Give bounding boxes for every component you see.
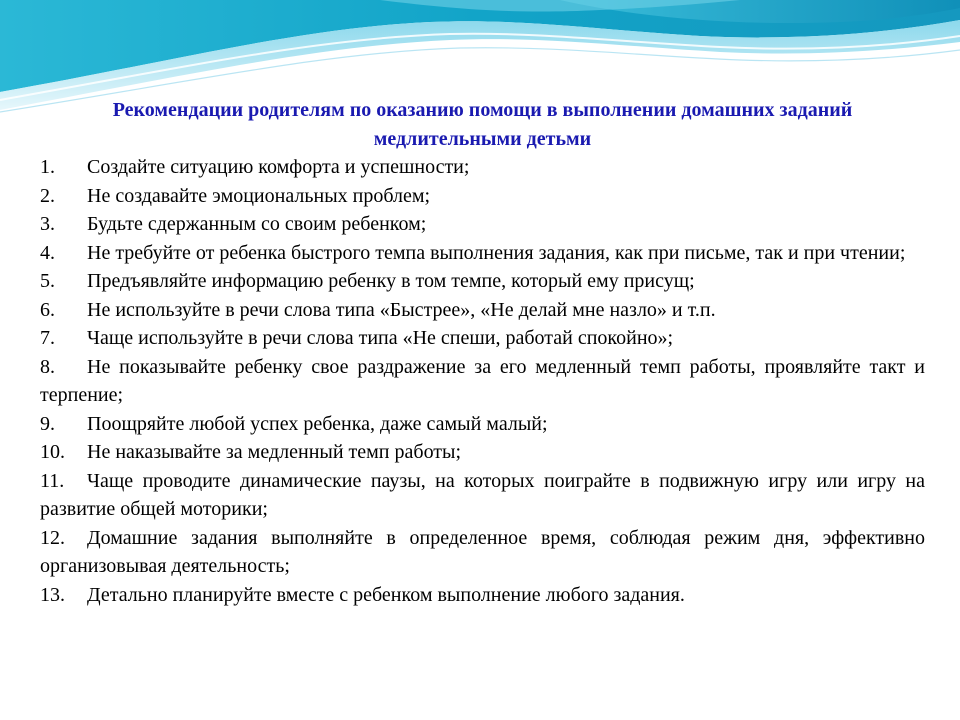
list-item-number: 7. — [40, 327, 55, 349]
list-item — [40, 267, 925, 296]
list-item-number: 4. — [40, 241, 55, 264]
list-item-text: Не наказывайте за медленный темп работы; — [87, 441, 462, 463]
list-item — [40, 353, 925, 410]
list-item-number: 3. — [40, 213, 55, 235]
list-item-text: Чаще используйте в речи слова типа «Не спеши, работай спокойно»; — [87, 327, 674, 349]
list-item — [40, 182, 925, 211]
list-item-text: Не используйте в речи слова типа «Быстрее», «Не делай мне назло» и т.п. — [87, 298, 716, 321]
list-item-number: 11. — [40, 469, 65, 492]
list-item — [40, 581, 925, 610]
list-item-number: 12. — [40, 526, 65, 549]
list-item-number: 6. — [40, 298, 55, 321]
list-item-text: Создайте ситуацию комфорта и успешности; — [87, 156, 470, 178]
list-item-text: Не показывайте ребенку свое раздражение за его медленный темп работы, проявляйте такт и терпение; — [40, 355, 925, 406]
list-item — [40, 210, 925, 239]
document-body — [40, 96, 925, 609]
list-item — [40, 296, 925, 325]
list-item — [40, 410, 925, 439]
list-item — [40, 153, 925, 182]
document-title: Рекомендации родителям по оказанию помощи в выполнении домашних заданий медлительными детьми — [112, 99, 853, 150]
list-item — [40, 438, 925, 467]
list-item-text: Чаще проводите динамические паузы, на которых поиграйте в подвижную игру или игру на развитие общей моторики; — [40, 469, 925, 520]
list-item-text: Не требуйте от ребенка быстрого темпа выполнения задания, как при письме, так и при чтении; — [87, 241, 906, 264]
recommendation-list — [40, 153, 925, 609]
list-item-text: Предъявляйте информацию ребенку в том темпе, который ему присущ; — [87, 270, 695, 292]
list-item-text: Не создавайте эмоциональных проблем; — [87, 184, 431, 207]
list-item-text: Детально планируйте вместе с ребенком выполнение любого задания. — [87, 583, 685, 606]
list-item-text: Будьте сдержанным со своим ребенком; — [87, 213, 427, 235]
list-item — [40, 324, 925, 353]
list-item-text: Поощряйте любой успех ребенка, даже самый малый; — [87, 412, 548, 435]
list-item-number: 5. — [40, 270, 55, 292]
list-item — [40, 524, 925, 581]
list-item-text: Домашние задания выполняйте в определенное время, соблюдая режим дня, эффективно организовывая деятельность; — [40, 526, 925, 577]
list-item-number: 9. — [40, 412, 55, 435]
list-item-number: 13. — [40, 583, 65, 606]
list-item-number: 8. — [40, 355, 55, 378]
list-item — [40, 467, 925, 524]
list-item-number: 10. — [40, 441, 65, 463]
list-item — [40, 239, 925, 268]
list-item-number: 2. — [40, 184, 55, 207]
list-item-number: 1. — [40, 156, 55, 178]
